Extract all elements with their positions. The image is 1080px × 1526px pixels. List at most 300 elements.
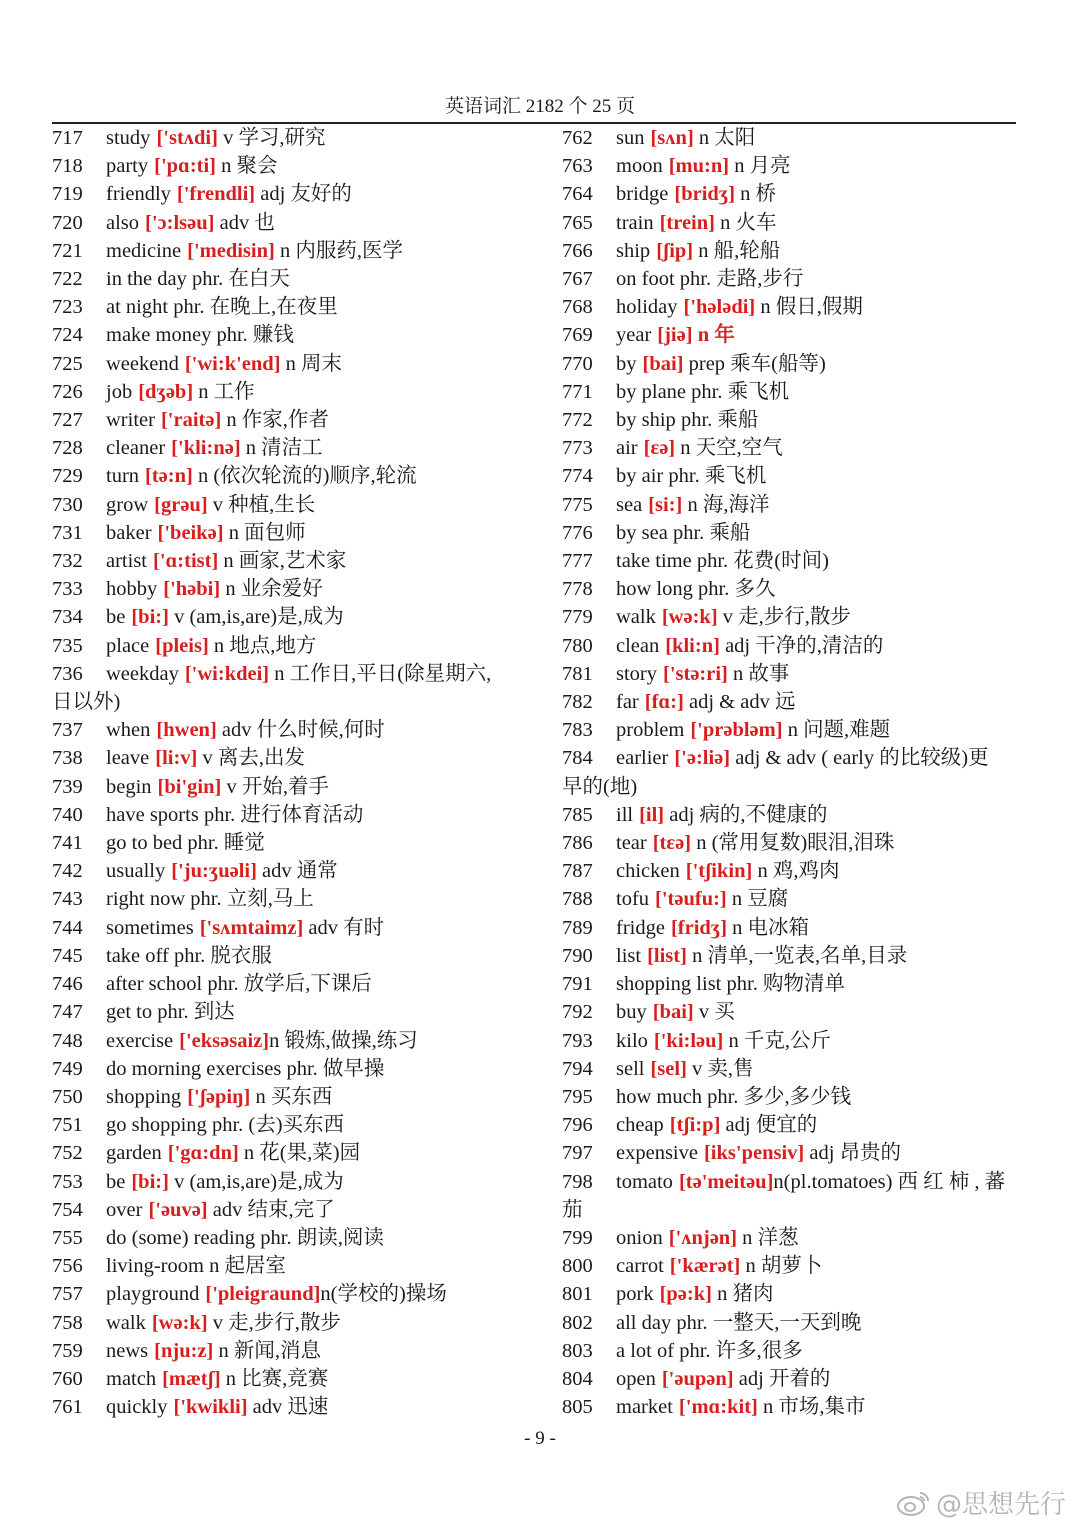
- vocab-entry: [562, 124, 1020, 152]
- vocab-entry: [562, 152, 1020, 180]
- entry-definition: phr. 做早操: [281, 1057, 385, 1080]
- entry-phonetic: ['prəbləm]: [690, 719, 783, 742]
- entry-definition: phr. 在晚上,在夜里: [168, 296, 338, 319]
- entry-number: 749: [52, 1057, 83, 1080]
- entry-definition: phr. 进行体育活动: [198, 803, 364, 826]
- entry-definition: n 洋葱: [737, 1226, 799, 1249]
- entry-phonetic: ['sʌmtaimz]: [199, 916, 304, 939]
- vocab-entry: [52, 914, 542, 942]
- entry-word: get to: [106, 1001, 153, 1024]
- right-column: [562, 124, 1020, 1421]
- entry-word: by air: [616, 465, 664, 488]
- entry-definition: n 业余爱好: [220, 578, 323, 601]
- entry-definition: phr. 乘飞机: [663, 465, 767, 488]
- entry-number: 801: [562, 1283, 593, 1306]
- entry-phonetic: ['hələdi]: [683, 296, 756, 319]
- vocab-entry: [52, 744, 542, 772]
- vocab-entry: [52, 1252, 542, 1280]
- entry-word: onion: [616, 1226, 663, 1249]
- vocab-entry: [562, 350, 1020, 378]
- vocab-entry: [562, 1083, 1020, 1111]
- entry-phonetic: [si:]: [648, 493, 683, 516]
- entry-number: 800: [562, 1255, 593, 1278]
- entry-word: take time: [616, 550, 692, 573]
- entry-definition: n 作家,作者: [221, 409, 329, 432]
- entry-number: 785: [562, 803, 593, 826]
- entry-definition: phr. 花费(时间): [691, 550, 829, 573]
- vocab-entry: [562, 1027, 1020, 1055]
- entry-number: 768: [562, 296, 593, 319]
- entry-definition: phr. 乘船: [667, 521, 751, 544]
- entry-phonetic: [sel]: [650, 1057, 687, 1080]
- vocab-entry: [562, 1252, 1020, 1280]
- entry-word: playground: [106, 1283, 200, 1306]
- vocab-entry: [52, 632, 542, 660]
- entry-definition: n 周末: [280, 352, 343, 375]
- entry-word: holiday: [616, 296, 678, 319]
- entry-continuation: 茄: [562, 1198, 583, 1221]
- entry-number: 790: [562, 944, 593, 967]
- entry-word: kilo: [616, 1029, 648, 1052]
- entry-number: 789: [562, 916, 593, 939]
- entry-definition: n 清单,一览表,名单,目录: [686, 944, 908, 967]
- entry-word: how long: [616, 578, 693, 601]
- entry-number: 770: [562, 352, 593, 375]
- vocab-entry: [562, 829, 1020, 857]
- vocab-entry: [562, 1280, 1020, 1308]
- entry-number: 762: [562, 127, 593, 149]
- vocab-entry: [562, 632, 1020, 660]
- entry-phonetic: ['eksəsaiz]: [179, 1029, 270, 1052]
- entry-word: story: [616, 662, 657, 685]
- entry-definition: n 豆腐: [726, 888, 789, 911]
- vocab-entry: [52, 1224, 542, 1252]
- vocab-entry: [52, 293, 542, 321]
- entry-phonetic: [bai]: [642, 352, 684, 375]
- entry-word: usually: [106, 860, 166, 883]
- entry-phonetic: ['təufu:]: [655, 888, 727, 911]
- entry-definition: adj 病的,不健康的: [664, 803, 828, 826]
- vocab-entry: [52, 1280, 542, 1308]
- entry-word: open: [616, 1367, 656, 1390]
- page-header: 英语词汇 2182 个 25 页: [444, 96, 635, 117]
- watermark-text: @思想先行: [935, 1490, 1066, 1520]
- entry-definition: v 卖,售: [686, 1057, 754, 1080]
- entry-definition: n 新闻,消息: [213, 1339, 321, 1362]
- entry-phonetic: ['pleigraund]: [205, 1283, 321, 1306]
- entry-word: expensive: [616, 1142, 698, 1165]
- entry-definition: n 买东西: [250, 1085, 333, 1108]
- entry-phonetic: [grəu]: [154, 493, 208, 516]
- entry-definition: n 鸡,鸡肉: [752, 860, 840, 883]
- entry-word: quickly: [106, 1396, 168, 1419]
- entry-number: 747: [52, 1001, 83, 1024]
- weibo-icon: [896, 1489, 932, 1517]
- entry-word: exercise: [106, 1029, 174, 1052]
- entry-number: 778: [562, 578, 593, 601]
- entry-word: weekday: [106, 662, 179, 685]
- vocab-entry: [52, 547, 542, 575]
- entry-number: 756: [52, 1255, 83, 1278]
- entry-number: 784: [562, 747, 593, 770]
- entry-number: 753: [52, 1170, 83, 1193]
- entry-word: ill: [616, 803, 634, 826]
- entry-definition: n 工作日,平日(除星期六,: [269, 662, 492, 685]
- entry-number: 752: [52, 1142, 83, 1165]
- vocab-entry: [562, 519, 1020, 547]
- entry-definition: phr. 到达: [152, 1001, 235, 1024]
- entry-definition: adj 开着的: [733, 1367, 831, 1390]
- entry-phonetic: [li:v]: [155, 747, 198, 770]
- entry-number: 803: [562, 1339, 593, 1362]
- entry-number: 764: [562, 183, 593, 206]
- entry-word: begin: [106, 775, 152, 798]
- vocab-entry: [52, 462, 542, 490]
- entry-number: 786: [562, 832, 593, 855]
- vocab-entry: [52, 152, 542, 180]
- entry-definition: phr. 一整天,一天到晚: [671, 1311, 862, 1334]
- entry-number: 724: [52, 324, 83, 347]
- vocab-entry: [52, 378, 542, 406]
- entry-definition: n 问题,难题: [782, 719, 891, 742]
- entry-number: 763: [562, 155, 593, 178]
- entry-number: 738: [52, 747, 83, 770]
- entry-definition: n 船,轮船: [693, 239, 781, 262]
- vocab-entry: [562, 406, 1020, 434]
- vocab-entry: [562, 1309, 1020, 1337]
- entry-number: 732: [52, 550, 83, 573]
- entry-phonetic: [ʃip]: [656, 239, 694, 262]
- entry-phonetic: [jiə]: [657, 324, 693, 347]
- entry-word: air: [616, 437, 638, 460]
- entry-word: turn: [106, 465, 140, 488]
- vocab-entry: [562, 209, 1020, 237]
- vocab-entry: [562, 998, 1020, 1026]
- entry-definition: n 千克,公斤: [723, 1029, 831, 1052]
- entry-number: 774: [562, 465, 593, 488]
- entry-definition: n 电冰箱: [727, 916, 810, 939]
- entry-phonetic: ['ki:ləu]: [653, 1029, 724, 1052]
- entry-definition: adj & adv ( early 的比较级)更: [730, 747, 989, 770]
- entry-word: make money: [106, 324, 212, 347]
- entry-number: 723: [52, 296, 83, 319]
- entry-number: 720: [52, 211, 83, 234]
- entry-word: on foot: [616, 268, 675, 291]
- vocab-entry: [52, 575, 542, 603]
- entry-phonetic: ['əupən]: [661, 1367, 734, 1390]
- entry-number: 731: [52, 521, 83, 544]
- entry-phonetic: ['həbi]: [163, 578, 221, 601]
- entry-number: 736: [52, 662, 83, 685]
- entry-phonetic: ['kli:nə]: [171, 437, 241, 460]
- entry-definition: n (依次轮流的)顺序,轮流: [192, 465, 417, 488]
- vocab-entry: [562, 1393, 1020, 1421]
- vocab-entry: [562, 1055, 1020, 1083]
- vocab-entry: [562, 237, 1020, 265]
- entry-definition: n 胡萝卜: [740, 1255, 823, 1278]
- vocab-entry: [562, 603, 1020, 631]
- entry-definition: adv 什么时候,何时: [216, 719, 385, 742]
- entry-definition: v 走,步行,散步: [207, 1311, 341, 1334]
- entry-definition: adj 便宜的: [720, 1114, 818, 1137]
- vocab-entry: [52, 801, 542, 829]
- entry-number: 783: [562, 719, 593, 742]
- entry-definition: n 天空,空气: [675, 437, 783, 460]
- vocab-entry: [562, 462, 1020, 490]
- entry-word: pork: [616, 1283, 654, 1306]
- vocab-entry: [562, 434, 1020, 462]
- vocab-entry: [52, 829, 542, 857]
- entry-word: party: [106, 155, 149, 178]
- entry-word: over: [106, 1198, 143, 1221]
- entry-word: buy: [616, 1001, 647, 1024]
- vocab-entry: [562, 575, 1020, 603]
- entry-word: leave: [106, 747, 150, 770]
- watermark: [896, 1484, 1066, 1521]
- entry-definition: phr. 走路,步行: [674, 268, 804, 291]
- entry-definition: v 买: [693, 1001, 735, 1024]
- entry-definition: n 工作: [193, 380, 255, 403]
- entry-definition: v 开始,着手: [221, 775, 329, 798]
- entry-word: at night: [106, 296, 169, 319]
- entry-continuation: 早的(地): [562, 775, 638, 798]
- entry-phonetic: ['mɑ:kit]: [678, 1396, 758, 1419]
- entry-phonetic: ['tʃikin]: [685, 860, 753, 883]
- entry-definition: n 桥: [735, 183, 777, 206]
- vocab-entry: [52, 350, 542, 378]
- entry-number: 751: [52, 1114, 83, 1137]
- vocab-entry: [562, 1168, 1020, 1196]
- entry-word: chicken: [616, 860, 680, 883]
- entry-word: cheap: [616, 1114, 664, 1137]
- vocab-entry: [52, 1337, 542, 1365]
- entry-word: study: [106, 127, 151, 149]
- entry-definition: v 种植,生长: [207, 493, 316, 516]
- entry-definition: n 火车: [714, 211, 777, 234]
- entry-phonetic: ['wi:kdei]: [184, 662, 270, 685]
- vocab-entry: [562, 885, 1020, 913]
- entry-number: 802: [562, 1311, 593, 1334]
- entry-phonetic: [fridʒ]: [670, 916, 728, 939]
- entry-word: also: [106, 211, 140, 234]
- entry-number: 734: [52, 606, 83, 629]
- entry-phonetic: [il]: [639, 803, 665, 826]
- entry-definition: adv 通常: [256, 860, 338, 883]
- entry-definition: n 起居室: [203, 1255, 286, 1278]
- entry-definition: phr. 多少,多少钱: [701, 1085, 852, 1108]
- entry-word: job: [106, 380, 133, 403]
- entry-definition: phr. 乘船: [675, 409, 759, 432]
- entry-phonetic: [hwen]: [156, 719, 217, 742]
- entry-word: shopping list: [616, 973, 722, 996]
- entry-definition: n (常用复数)眼泪,泪珠: [691, 832, 895, 855]
- entry-phonetic: ['ə:liə]: [674, 747, 731, 770]
- entry-number: 759: [52, 1339, 83, 1362]
- entry-phonetic: ['beikə]: [157, 521, 224, 544]
- vocab-entry: [52, 265, 542, 293]
- vocab-entry: [562, 265, 1020, 293]
- entry-word: fridge: [616, 916, 665, 939]
- entry-number: 799: [562, 1226, 593, 1249]
- vocab-entry: [562, 293, 1020, 321]
- vocab-entry: [52, 603, 542, 631]
- vocab-entry: [52, 1083, 542, 1111]
- entry-number: 766: [562, 239, 593, 262]
- vocab-entry: [562, 801, 1020, 829]
- entry-word: medicine: [106, 239, 182, 262]
- entry-word: bridge: [616, 183, 669, 206]
- vocab-entry: [52, 237, 542, 265]
- entry-definition: adj & adv 远: [683, 691, 796, 714]
- vocab-entry: [562, 744, 1020, 772]
- entry-word: all day: [616, 1311, 672, 1334]
- entry-number: 796: [562, 1114, 593, 1137]
- entry-number: 735: [52, 634, 83, 657]
- entry-number: 740: [52, 803, 83, 826]
- vocab-entry: [52, 1139, 542, 1167]
- entry-definition: n(学校的)操场: [320, 1283, 447, 1306]
- entry-word: by plane: [616, 380, 687, 403]
- vocab-entry: [52, 970, 542, 998]
- entry-number: 797: [562, 1142, 593, 1165]
- entry-phonetic: ['raitə]: [160, 409, 222, 432]
- entry-phonetic: [tə:n]: [145, 465, 193, 488]
- vocab-entry: [562, 378, 1020, 406]
- entry-word: list: [616, 944, 642, 967]
- entry-word: tear: [616, 832, 647, 855]
- entry-phonetic: [bi:]: [131, 1170, 169, 1193]
- vocab-entry: [52, 209, 542, 237]
- entry-word: how much: [616, 1085, 702, 1108]
- entry-definition: n 清洁工: [240, 437, 323, 460]
- entry-number: 739: [52, 775, 83, 798]
- entry-definition: adv 有时: [303, 916, 385, 939]
- entry-word: go to bed: [106, 832, 183, 855]
- entry-phonetic: ['ɑ:tist]: [153, 550, 219, 573]
- entry-definition: adv 结束,完了: [207, 1198, 335, 1221]
- entry-phonetic: ['əuvə]: [148, 1198, 208, 1221]
- entry-definition-highlight: n 年: [692, 324, 735, 347]
- vocab-entry: [52, 321, 542, 349]
- entry-number: 743: [52, 888, 83, 911]
- entry-word: friendly: [106, 183, 171, 206]
- entry-phonetic: ['stʌdi]: [156, 127, 218, 149]
- vocab-entry: [52, 1055, 542, 1083]
- entry-definition: phr. 睡觉: [182, 832, 265, 855]
- entry-word: problem: [616, 719, 685, 742]
- entry-number: 761: [52, 1396, 83, 1419]
- entry-word: sea: [616, 493, 643, 516]
- entry-phonetic: [mu:n]: [668, 155, 730, 178]
- entry-number: 782: [562, 691, 593, 714]
- entry-word: do morning exercises: [106, 1057, 282, 1080]
- entry-definition: n 比赛,竞赛: [220, 1367, 329, 1390]
- vocab-entry: [52, 857, 542, 885]
- entry-word: when: [106, 719, 151, 742]
- entry-definition: phr. 多久: [692, 578, 776, 601]
- entry-number: 721: [52, 239, 83, 262]
- entry-definition: n 市场,集市: [757, 1396, 866, 1419]
- entry-number: 757: [52, 1283, 83, 1306]
- entry-number: 765: [562, 211, 593, 234]
- entry-phonetic: ['ʌnjən]: [668, 1226, 738, 1249]
- entry-definition: phr. 许多,很多: [674, 1339, 803, 1362]
- entry-phonetic: [nju:z]: [154, 1339, 214, 1362]
- entry-number: 769: [562, 324, 593, 347]
- left-column: [52, 124, 542, 1421]
- entry-number: 798: [562, 1170, 593, 1193]
- entry-number: 755: [52, 1226, 83, 1249]
- entry-word: earlier: [616, 747, 669, 770]
- entry-definition: phr. 乘飞机: [686, 380, 790, 403]
- entry-word: baker: [106, 521, 152, 544]
- entry-number: 744: [52, 916, 83, 939]
- entry-word: clean: [616, 634, 660, 657]
- entry-definition: n 锻炼,做操,练习: [269, 1029, 418, 1052]
- entry-number: 794: [562, 1057, 593, 1080]
- entry-phonetic: [dʒəb]: [138, 380, 194, 403]
- vocab-entry: [52, 660, 542, 688]
- entry-word: grow: [106, 493, 149, 516]
- entry-word: by: [616, 352, 637, 375]
- entry-word: year: [616, 324, 652, 347]
- entry-word: sometimes: [106, 916, 194, 939]
- entry-phonetic: [bridʒ]: [674, 183, 736, 206]
- entry-definition: n 假日,假期: [755, 296, 863, 319]
- entry-phonetic: [pə:k]: [659, 1283, 712, 1306]
- entry-phonetic: ['ʃəpiŋ]: [187, 1085, 251, 1108]
- entry-phonetic: [εə]: [643, 437, 676, 460]
- entry-number: 767: [562, 268, 593, 291]
- entry-definition: n 故事: [727, 662, 790, 685]
- entry-number: 729: [52, 465, 83, 488]
- entry-definition: n 花(果,菜)园: [238, 1142, 361, 1165]
- entry-word: moon: [616, 155, 663, 178]
- vocab-entry: [562, 491, 1020, 519]
- entry-definition: n 地点,地方: [208, 634, 317, 657]
- entry-word: weekend: [106, 352, 179, 375]
- vocab-entry: [52, 124, 542, 152]
- entry-number: 742: [52, 860, 83, 883]
- entry-phonetic: [bi:]: [131, 606, 169, 629]
- entry-definition: adv 也: [214, 211, 275, 234]
- entry-definition: v (am,is,are)是,成为: [168, 606, 344, 629]
- entry-word: market: [616, 1396, 673, 1419]
- vocab-entry: [562, 970, 1020, 998]
- entry-definition: phr. 脱衣服: [168, 944, 272, 967]
- entry-definition: v 学习,研究: [217, 127, 326, 149]
- entry-number: 733: [52, 578, 83, 601]
- entry-number: 745: [52, 944, 83, 967]
- entry-phonetic: [wə:k]: [661, 606, 718, 629]
- vocab-entry: [562, 914, 1020, 942]
- entry-phonetic: [fɑ:]: [644, 691, 684, 714]
- entry-phonetic: [pleis]: [155, 634, 209, 657]
- entry-number: 722: [52, 268, 83, 291]
- entry-phonetic: [trein]: [659, 211, 715, 234]
- vocab-entry: [52, 942, 542, 970]
- entry-number: 792: [562, 1001, 593, 1024]
- entry-phonetic: [wə:k]: [151, 1311, 208, 1334]
- entry-phonetic: ['frendli]: [176, 183, 256, 206]
- entry-number: 758: [52, 1311, 83, 1334]
- entry-word: sun: [616, 127, 645, 149]
- vocab-entry: [562, 942, 1020, 970]
- entry-word: artist: [106, 550, 147, 573]
- entry-phonetic: ['wi:k'end]: [184, 352, 281, 375]
- entry-number: 775: [562, 493, 593, 516]
- entry-definition: adj 友好的: [255, 183, 352, 206]
